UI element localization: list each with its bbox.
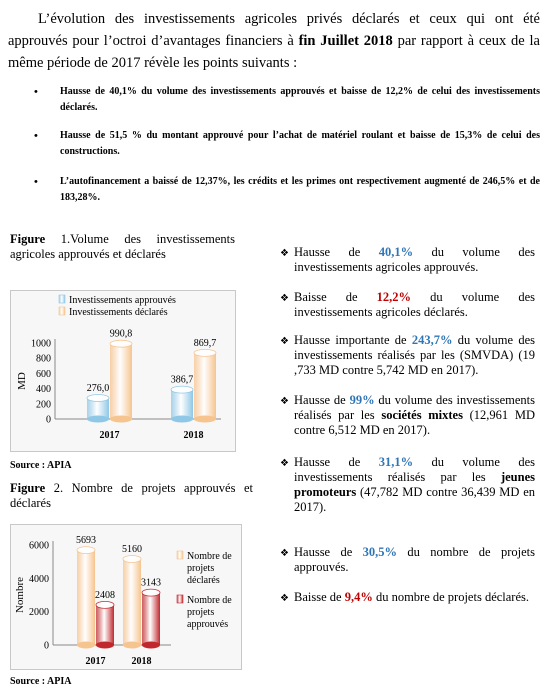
right-item-value: 40,1%	[378, 245, 414, 259]
data-label: 386,7	[170, 374, 194, 386]
y-axis-label: MD	[16, 372, 28, 390]
intro-paragraph	[8, 8, 540, 74]
diamond-bullet-icon: ❖	[280, 336, 289, 347]
y-tick-label: 1000	[31, 338, 51, 350]
diamond-bullet-icon: ❖	[280, 248, 289, 259]
x-tick-label: 2017	[99, 430, 120, 441]
y-tick-label: 4000	[29, 573, 49, 585]
legend-label: Investissements déclarés	[69, 307, 168, 318]
legend-swatch	[59, 307, 65, 315]
bullet-item: • Hausse de 51,5 % du montant approuvé pour l’achat de matériel roulant et baisse de 15,3% de celui des constructions.	[10, 128, 540, 160]
right-item-text: du volume des investissements agricoles approuvés.	[294, 245, 535, 274]
right-item	[280, 245, 535, 275]
bullet-item: • Hausse de 40,1% du volume des investissements approuvés et baisse de 12,2% de celui des investissements déclarés.	[10, 84, 540, 116]
right-item-text: (47,782 MD contre 36,439 MD en 2017).	[294, 485, 535, 514]
data-label: 276,0	[86, 383, 110, 395]
bar	[77, 547, 95, 649]
diamond-bullet-icon: ❖	[280, 293, 289, 304]
right-item-value: 243,7%	[411, 333, 453, 347]
legend-label: Nombre de projets déclarés	[187, 551, 232, 586]
legend-label: Investissements approuvés	[69, 295, 176, 306]
bar	[123, 556, 141, 649]
right-item-value: 99%	[349, 393, 375, 407]
right-item-text: du volume des investissements réalisés par les	[294, 455, 535, 484]
right-item-text: Baisse de	[294, 590, 345, 604]
right-item-text: Hausse de	[294, 245, 379, 259]
y-tick-label: 600	[36, 368, 51, 380]
right-item-value: 9,4%	[344, 590, 373, 604]
figure1-title: Figure 1.Volume des investissements agricoles approuvés et déclarés	[10, 232, 235, 261]
intro-text-2: par rapport à ceux de la même période de 2017 révèle les points suivants :	[8, 33, 540, 71]
bar	[171, 386, 193, 422]
y-tick-label: 0	[44, 640, 49, 652]
y-tick-label: 6000	[29, 540, 49, 552]
y-tick-label: 200	[36, 399, 51, 411]
right-item-text: Hausse de	[294, 393, 350, 407]
diamond-bullet-icon: ❖	[280, 396, 289, 407]
figure1-chart-svg	[11, 291, 235, 451]
diamond-bullet-icon: ❖	[280, 458, 289, 469]
data-label: 5693	[76, 535, 96, 547]
right-item-text: (12,961 MD contre 6,512 MD en 2017).	[294, 408, 535, 437]
right-item-text: du nombre de projets approuvés.	[294, 545, 535, 574]
bar	[194, 349, 216, 422]
y-tick-label: 2000	[29, 607, 49, 619]
data-label: 990,8	[109, 328, 133, 340]
right-item-text: Hausse de	[294, 455, 379, 469]
x-tick-label: 2018	[131, 656, 152, 667]
right-item-text: du nombre de projets déclarés.	[372, 590, 530, 604]
right-item	[280, 290, 535, 320]
right-item-text: Hausse importante de	[294, 333, 412, 347]
x-tick-label: 2018	[183, 430, 204, 441]
right-item	[280, 393, 535, 438]
right-item	[280, 455, 535, 515]
bar	[87, 395, 109, 423]
diamond-bullet-icon: ❖	[280, 548, 289, 559]
right-item-text: du volume des investissements réalisés par les	[294, 393, 535, 422]
x-tick-label: 2017	[85, 656, 106, 667]
intro-text-1: L’évolution des investissements agricoles privés déclarés et ceux qui ont été approuvés pour l’octroi d’avantages financiers à	[8, 11, 540, 49]
legend-label: Nombre de projets approuvés	[187, 595, 232, 630]
bar	[110, 340, 132, 422]
figure2-source: Source : APIA	[10, 676, 72, 687]
figure1-source: Source : APIA	[10, 460, 72, 471]
data-label: 869,7	[193, 337, 217, 349]
intro-highlight: fin Juillet 2018	[298, 33, 393, 49]
right-item	[280, 590, 535, 605]
figure2-chart-svg	[11, 525, 241, 669]
data-label: 2408	[95, 589, 115, 601]
right-item-emphasis: jeunes promoteurs	[294, 470, 535, 499]
figure2-title: Figure 2. Nombre de projets approuvés et déclarés	[10, 481, 253, 510]
legend-swatch	[177, 595, 183, 603]
figure1-chart	[10, 290, 236, 452]
data-label: 5160	[122, 544, 142, 555]
data-label: 3143	[141, 577, 161, 589]
bullet-item: • L’autofinancement a baissé de 12,37%, les crédits et les primes ont respectivement augmenté de 246,5% et de 183,28%.	[10, 174, 540, 206]
figure2-chart	[10, 524, 242, 670]
right-item-value: 30,5%	[362, 545, 398, 559]
legend-swatch	[59, 295, 65, 303]
right-item-text: Baisse de	[294, 290, 377, 304]
y-tick-label: 800	[36, 353, 51, 365]
right-item	[280, 545, 535, 575]
right-item-emphasis: sociétés mixtes	[381, 408, 463, 422]
right-item-text: du volume des investissements réalisés par les (SMVDA) (19 ,733 MD contre 5,742 MD en 2017).	[294, 333, 535, 377]
right-item-text: Hausse de	[294, 545, 363, 559]
y-tick-label: 400	[36, 384, 51, 396]
right-item-value: 31,1%	[378, 455, 414, 469]
summary-bullets	[10, 84, 540, 206]
diamond-bullet-icon: ❖	[280, 593, 289, 604]
y-axis-label: Nombre	[14, 576, 26, 614]
bar	[96, 601, 114, 648]
right-item	[280, 333, 535, 378]
bar	[142, 589, 160, 648]
y-tick-label: 0	[46, 414, 51, 426]
right-item-value: 12,2%	[376, 290, 412, 304]
right-item-text: du volume des investissements agricoles déclarés.	[294, 290, 535, 319]
legend-swatch	[177, 551, 183, 559]
